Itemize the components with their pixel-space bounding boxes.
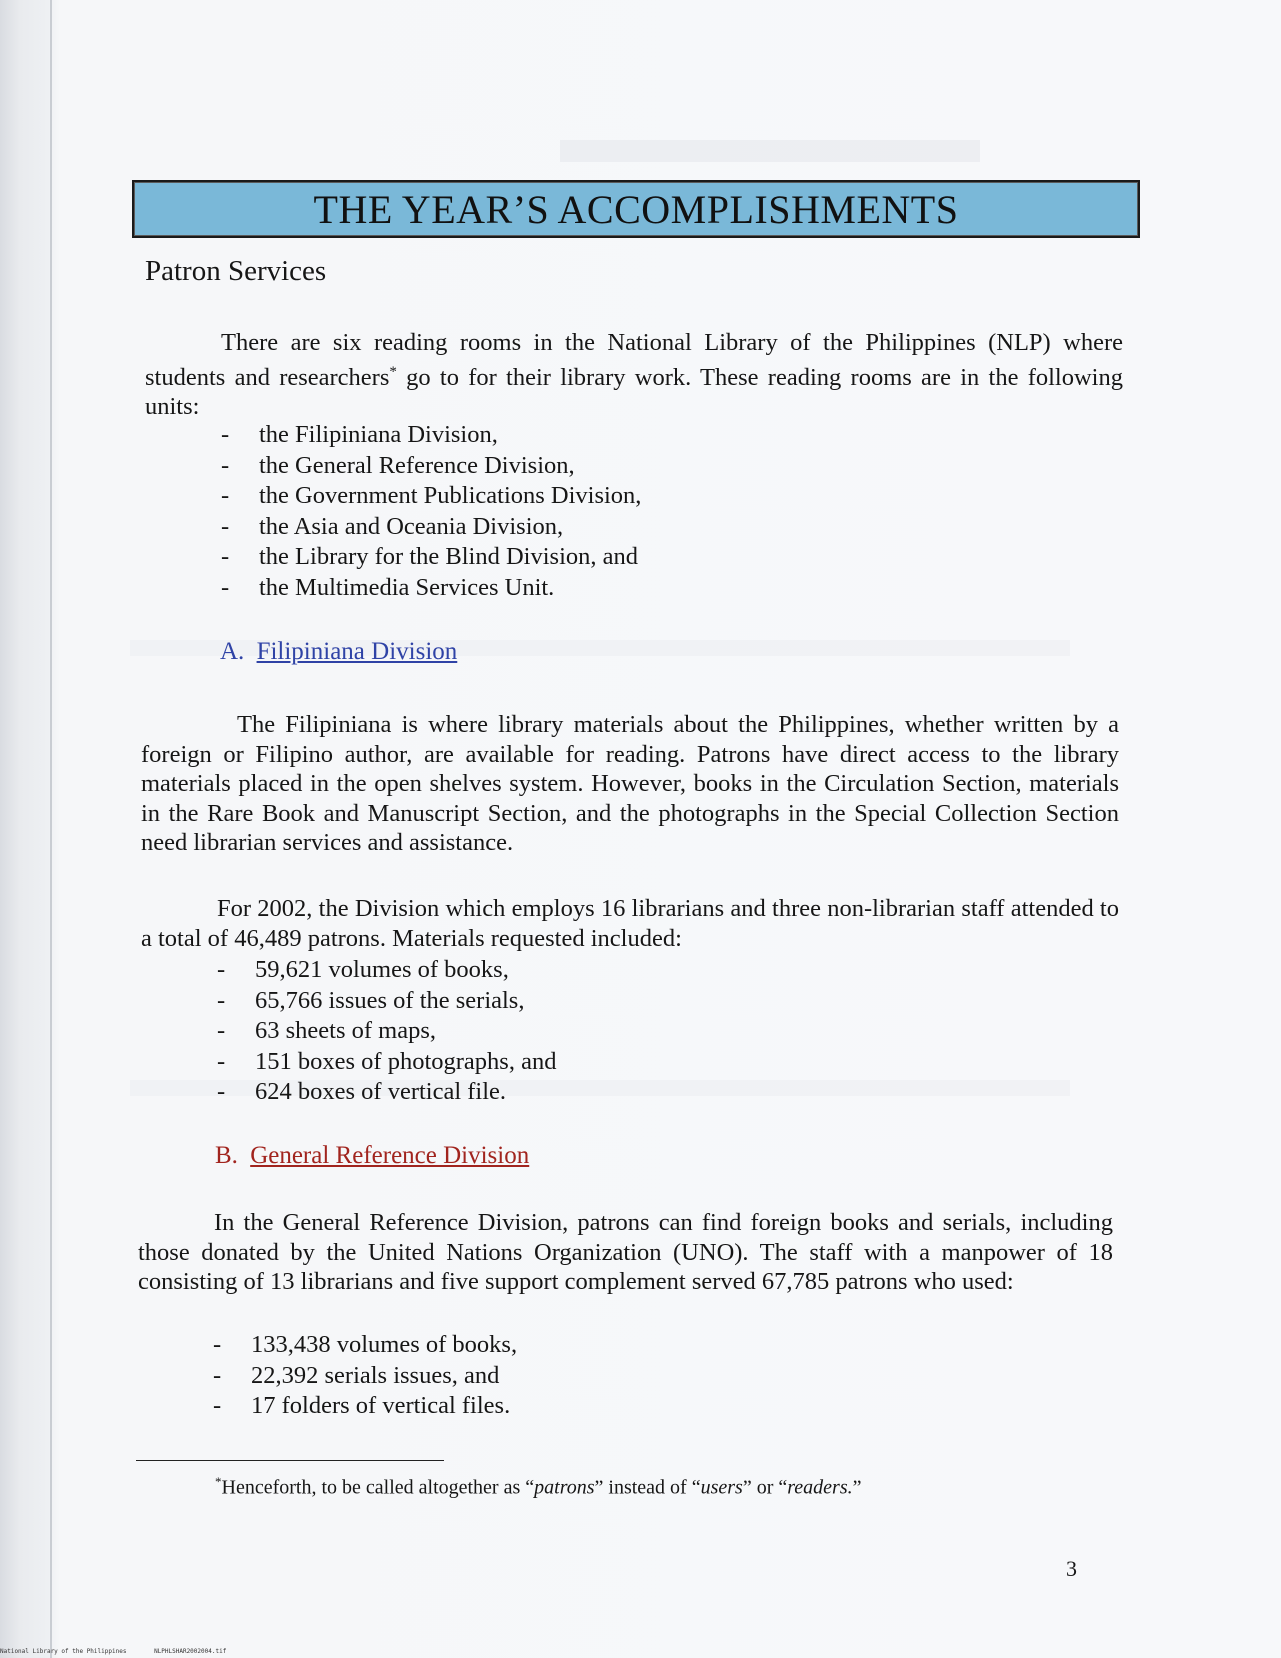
list-item: - the Library for the Blind Division, and <box>221 543 638 571</box>
list-item: - the Multimedia Services Unit. <box>221 573 555 601</box>
scan-label-file: NLPHLSHAR2002004.tif <box>154 1648 227 1655</box>
reading-room-list <box>221 420 641 604</box>
list-item: - 65,766 issues of the serials, <box>217 986 525 1014</box>
section-a-materials-list <box>217 955 556 1108</box>
list-item: - the General Reference Division, <box>221 451 575 479</box>
list-item: - 22,392 serials issues, and <box>213 1361 500 1389</box>
section-b-letter: B. <box>215 1142 238 1169</box>
list-item: - 151 boxes of photographs, and <box>217 1047 557 1075</box>
section-b-materials-list <box>213 1330 517 1422</box>
section-a-heading <box>220 638 457 666</box>
bleed-through-decoration <box>560 140 980 162</box>
page-spine <box>50 0 52 1658</box>
list-item: - the Filipiniana Division, <box>221 421 498 448</box>
section-a-paragraph-1: The Filipiniana is where library materials about the Philippines, whether written by a foreign or Filipino author, are available for reading. Patrons have direct access to the library materials placed in the open shelves system. However, books in the Circulation Section, materials in the Rare Book and Manuscript Section, and the photographs in the Special Collection Section need librarian services and assistance. <box>141 711 1119 856</box>
footnote-divider <box>136 1460 444 1461</box>
list-item: - 59,621 volumes of books, <box>217 956 509 983</box>
footnote: *Henceforth, to be called altogether as “patrons” instead of “users” or “readers.” <box>215 1474 862 1499</box>
intro-text: There are six reading rooms in the National Library of the Philippines (NLP) where students and researchers <box>145 329 1123 391</box>
list-item: - the Asia and Oceania Division, <box>221 512 564 540</box>
section-a-letter: A. <box>220 638 245 665</box>
page-banner <box>132 180 1140 238</box>
scan-label-source: National Library of the Philippines <box>0 1648 127 1655</box>
scan-label <box>0 1648 250 1655</box>
section-a-paragraph-2: For 2002, the Division which employs 16 librarians and three non-librarian staff attended to a total of 46,489 patrons. Materials requested included: <box>141 895 1119 952</box>
list-item: - 17 folders of vertical files. <box>213 1392 511 1420</box>
banner-title: THE YEAR’S ACCOMPLISHMENTS <box>313 186 959 232</box>
section-b-link[interactable]: General Reference Division <box>250 1142 530 1169</box>
intro-text-cont: go to for their library work. These reading rooms are in the following units: <box>145 363 1123 421</box>
intro-paragraph <box>145 328 1123 422</box>
list-item: - the Government Publications Division, <box>221 482 642 510</box>
section-b-heading <box>215 1142 529 1170</box>
page-number: 3 <box>1066 1556 1077 1581</box>
list-item: - 63 sheets of maps, <box>217 1017 436 1045</box>
section-heading: Patron Services <box>145 255 327 287</box>
section-a-link[interactable]: Filipiniana Division <box>256 638 458 665</box>
list-item: - 624 boxes of vertical file. <box>217 1078 507 1106</box>
footnote-marker: * <box>389 363 397 380</box>
list-item: - 133,438 volumes of books, <box>213 1331 518 1358</box>
section-b-paragraph: In the General Reference Division, patrons can find foreign books and serials, including those donated by the United Nations Organization (UNO). The staff with a manpower of 18 consisting of 13 librarians and five support complement served 67,785 patrons who used: <box>138 1209 1113 1295</box>
